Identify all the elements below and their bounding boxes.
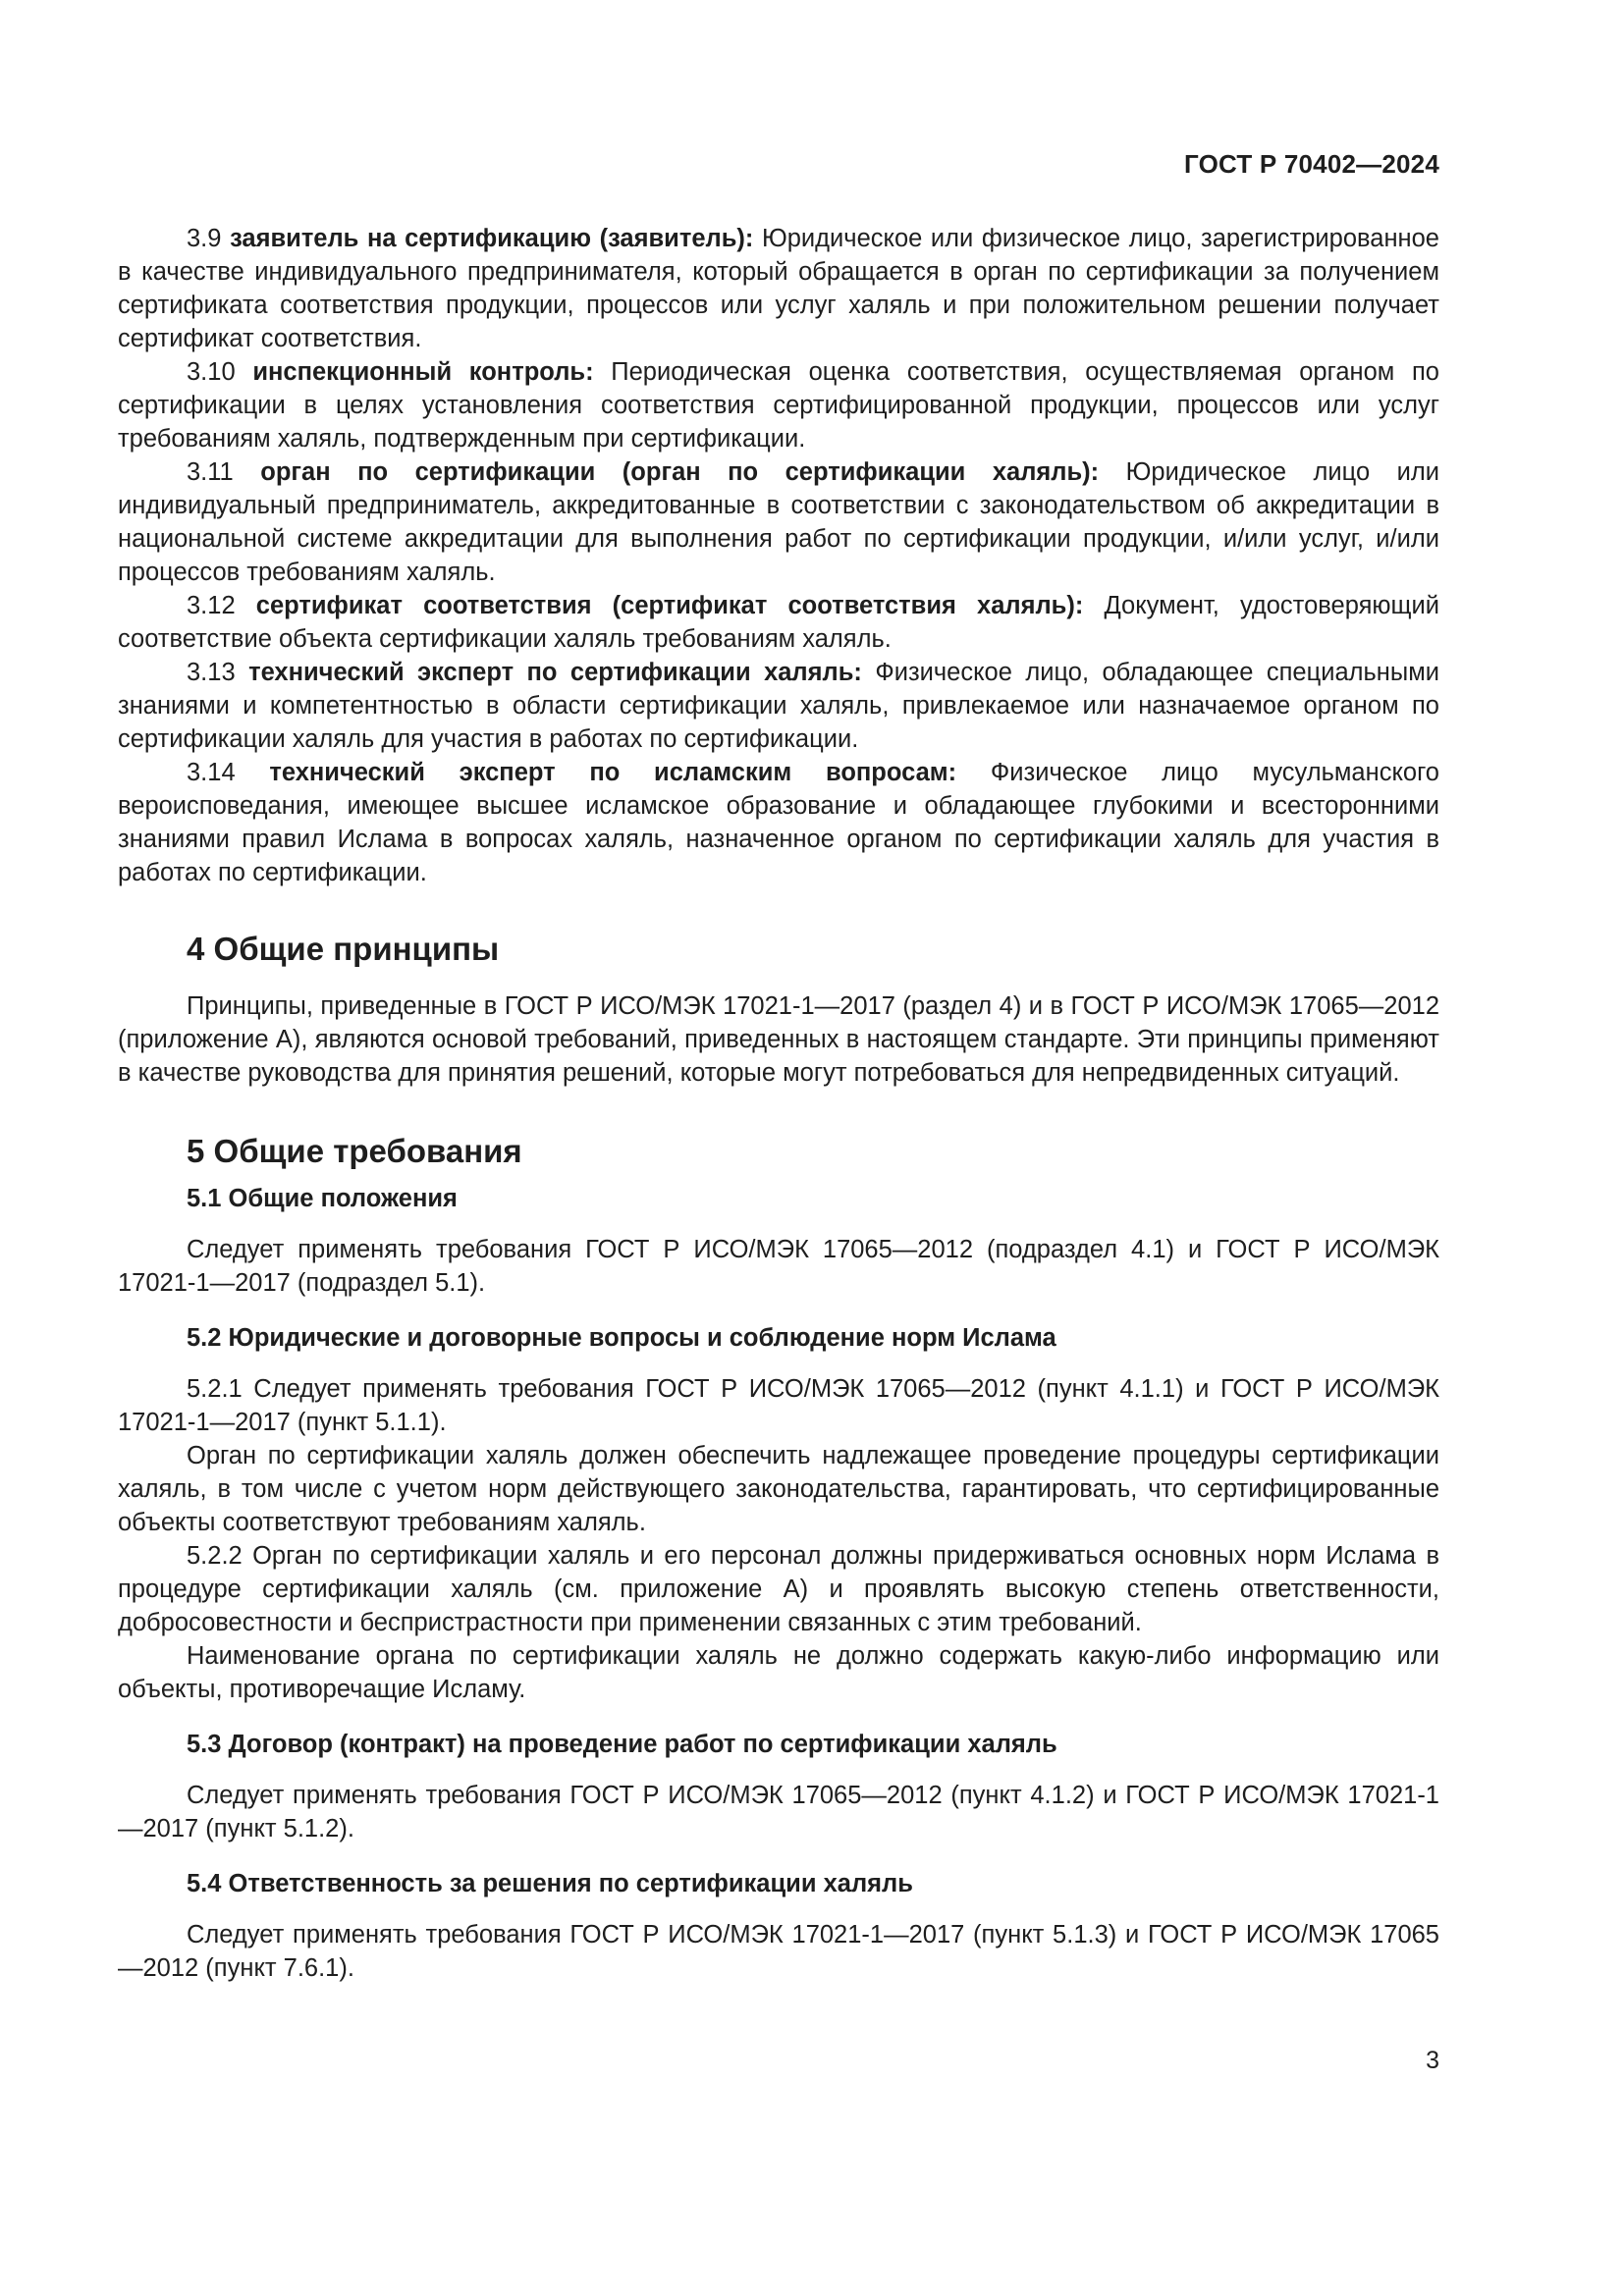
term-number: 3.9 [187,225,222,252]
section-5-title: 5 Общие требования [187,1133,522,1169]
clause-5-2-1-body: Орган по сертификации халяль должен обеспечить надлежащее проведение процедуры сертификации халяль, в том числе с учетом норм действующего законодательства, гарантировать, что сертифицированные объекты соответствуют требованиям халяль. [118,1442,1439,1536]
term-name: технический эксперт по исламским вопросам: [269,759,957,786]
subsection-5-1-text: Следует применять требования ГОСТ Р ИСО/МЭК 17065—2012 (подраздел 4.1) и ГОСТ Р ИСО/МЭК 17021-1—2017 (подраздел 5.1). [118,1236,1439,1297]
term-3-11 [118,455,1439,589]
clause-5-2-2: 5.2.2 Орган по сертификации халяль и его персонал должны придерживаться основных норм Ислама в процедуре сертификации халяль (см. приложение А) и проявлять высокую степень ответственности, добросовестности и беспристрастности при применении связанных с этим требований. [118,1542,1439,1636]
term-name: заявитель на сертификацию (заявитель): [230,225,754,252]
section-4-text: Принципы, приведенные в ГОСТ Р ИСО/МЭК 17021-1—2017 (раздел 4) и в ГОСТ Р ИСО/МЭК 17065—2012 (приложение А), являются основой требований, приведенных в настоящем стандарте. Эти принципы применяют в качестве руководства для принятия решений, которые могут потребоваться для непредвиденных ситуаций. [118,992,1439,1087]
clause-5-2-1: 5.2.1 Следует применять требования ГОСТ Р ИСО/МЭК 17065—2012 (пункт 4.1.1) и ГОСТ Р ИСО/МЭК 17021-1—2017 (пункт 5.1.1). [118,1375,1439,1436]
clause-5-2-2-body: Наименование органа по сертификации халяль не должно содержать какую-либо информацию или объекты, противоречащие Исламу. [118,1642,1439,1703]
term-number: 3.11 [187,458,234,486]
page-number: 3 [1426,2047,1439,2074]
term-definition: Физическое лицо мусульманского вероисповедания, имеющее высшее исламское образование и обладающее глубокими и всесторонними знаниями правил Ислама в вопросах халяль, назначенное органом по сертификации халяль для участия в работах по сертификации. [118,759,1439,886]
subsection-5-3-title: 5.3 Договор (контракт) на проведение работ по сертификации халяль [187,1731,1057,1758]
term-name: технический эксперт по сертификации халяль: [248,659,862,686]
standard-designation: ГОСТ Р 70402—2024 [1184,149,1439,179]
term-definition: Юридическое или физическое лицо, зарегистрированное в качестве индивидуального предпринимателя, который обращается в орган по сертификации за получением сертификата соответствия продукции, процессов или услуг халяль и при положительном решении получает сертификат соответствия. [118,225,1439,352]
term-name: орган по сертификации (орган по сертификации халяль): [260,458,1100,486]
term-3-10 [118,355,1439,455]
term-name: сертификат соответствия (сертификат соответствия халяль): [255,592,1084,619]
term-number: 3.12 [187,592,236,619]
term-definition: Физическое лицо, обладающее специальными знаниями и компетентностью в области сертификации халяль, привлекаемое или назначаемое органом по сертификации халяль для участия в работах по сертификации. [118,659,1439,753]
term-number: 3.14 [187,759,236,786]
term-name: инспекционный контроль: [252,358,594,386]
page-content [118,222,1439,1985]
subsection-5-4-text: Следует применять требования ГОСТ Р ИСО/МЭК 17021-1—2017 (пункт 5.1.3) и ГОСТ Р ИСО/МЭК 17065—2012 (пункт 7.6.1). [118,1921,1439,1982]
term-3-13 [118,656,1439,756]
term-number: 3.10 [187,358,236,386]
term-definition: Юридическое лицо или индивидуальный предприниматель, аккредитованные в соответствии с законодательством об аккредитации в национальной системе аккредитации для выполнения работ по сертификации продукции, и/или услуг, и/или процессов требованиям халяль. [118,458,1439,586]
term-definition: Периодическая оценка соответствия, осуществляемая органом по сертификации в целях установления соответствия сертифицированной продукции, процессов или услуг требованиям халяль, подтвержденным при сертификации. [118,358,1439,453]
term-3-12 [118,589,1439,656]
section-4-title: 4 Общие принципы [187,931,500,967]
term-definition: Документ, удостоверяющий соответствие объекта сертификации халяль требованиям халяль. [118,592,1440,653]
term-3-14 [118,756,1439,889]
subsection-5-4-title: 5.4 Ответственность за решения по сертификации халяль [187,1870,913,1897]
term-3-9 [118,222,1439,355]
subsection-5-2-title: 5.2 Юридические и договорные вопросы и соблюдение норм Ислама [187,1324,1056,1352]
subsection-5-1-title: 5.1 Общие положения [187,1185,458,1212]
term-number: 3.13 [187,659,236,686]
subsection-5-3-text: Следует применять требования ГОСТ Р ИСО/МЭК 17065—2012 (пункт 4.1.2) и ГОСТ Р ИСО/МЭК 17021-1—2017 (пункт 5.1.2). [118,1782,1439,1842]
